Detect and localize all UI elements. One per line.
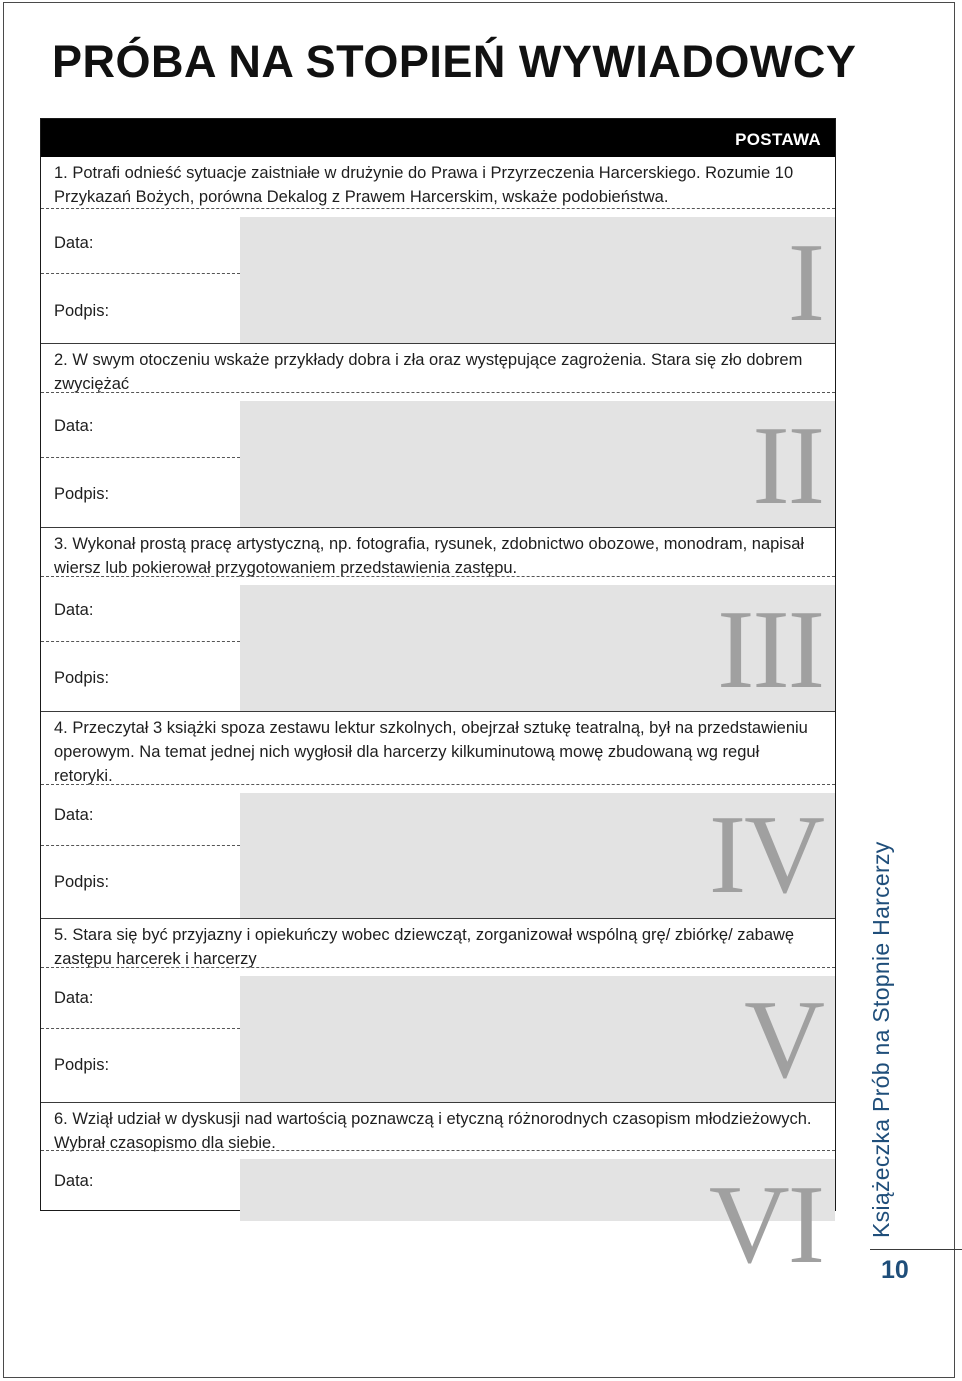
signature-label: Podpis: (54, 669, 110, 687)
roman-numeral: I (787, 221, 823, 345)
card-header (41, 119, 835, 157)
roman-numeral: II (752, 404, 823, 528)
page-number: 10 (881, 1256, 909, 1284)
signature-label: Podpis: (54, 1056, 110, 1074)
task-item (41, 343, 835, 393)
page-title: PRÓBA NA STOPIEŃ WYWIADOWCY (52, 36, 857, 87)
signature-label: Podpis: (54, 873, 110, 891)
task-card (40, 118, 836, 1287)
task-text: 3. Wykonał prostą pracę artystyczną, np. fotografia, rysunek, zdobnictwo obozowe, monodram, napisał wiersz lub pokierował przygotowaniem przedstawienia zastępu. (54, 535, 805, 577)
task-text: 1. Potrafi odnieść sytuacje zaistniałe w drużynie do Prawa i Przyrzeczenia Harcerskiego. Rozumie 10 Przykazań Bożych, porówna Dekalog z Prawem Harcerskim, wskaże podobieństwa. (54, 164, 794, 206)
task-text: 2. W swym otoczeniu wskaże przykłady dobra i zła oraz występujące zagrożenia. Stara się zło dobrem zwyciężać (54, 351, 803, 393)
signature-area[interactable] (240, 217, 835, 344)
roman-numeral: III (717, 588, 823, 712)
date-line (41, 641, 240, 642)
signature-label: Podpis: (54, 302, 110, 320)
signature-block (41, 967, 835, 1103)
date-label: Data: (54, 1172, 94, 1190)
date-line (41, 457, 240, 458)
task-item (41, 527, 835, 577)
sidebar-divider (870, 1249, 962, 1250)
signature-block (41, 208, 835, 344)
signature-block (41, 576, 835, 712)
roman-numeral: V (744, 978, 823, 1102)
date-label: Data: (54, 417, 94, 435)
task-item (41, 1102, 835, 1152)
date-label: Data: (54, 806, 94, 824)
date-label: Data: (54, 601, 94, 619)
booklet-title: Książeczka Prób na Stopnie Harcerzy (868, 841, 894, 1238)
roman-numeral: VI (708, 1163, 823, 1287)
signature-block (41, 1150, 835, 1287)
date-line (41, 273, 240, 274)
task-item (41, 711, 835, 785)
roman-numeral: IV (708, 793, 823, 917)
task-text: 6. Wziął udział w dyskusji nad wartością poznawczą i etyczną różnorodnych czasopism młodzieżowych. Wybrał czasopismo dla siebie. (54, 1110, 812, 1152)
task-text: 5. Stara się być przyjazny i opiekuńczy wobec dziewcząt, zorganizował wspólną grę/ zbiórkę/ zabawę zastępu harcerek i harcerzy (54, 926, 795, 968)
signature-area[interactable] (240, 401, 835, 528)
date-label: Data: (54, 234, 94, 252)
date-line (41, 1028, 240, 1029)
section-label: POSTAWA (735, 130, 821, 149)
date-label: Data: (54, 989, 94, 1007)
date-line (41, 845, 240, 846)
signature-block (41, 392, 835, 528)
signature-block (41, 784, 835, 919)
task-item (41, 918, 835, 968)
task-text: 4. Przeczytał 3 książki spoza zestawu lektur szkolnych, obejrzał sztukę teatralną, był na przedstawieniu operowym. Na temat jednej nich wygłosił dla harcerzy kilkuminutową mowę zbudowaną wg reguł retoryki. (54, 719, 808, 785)
signature-label: Podpis: (54, 485, 110, 503)
